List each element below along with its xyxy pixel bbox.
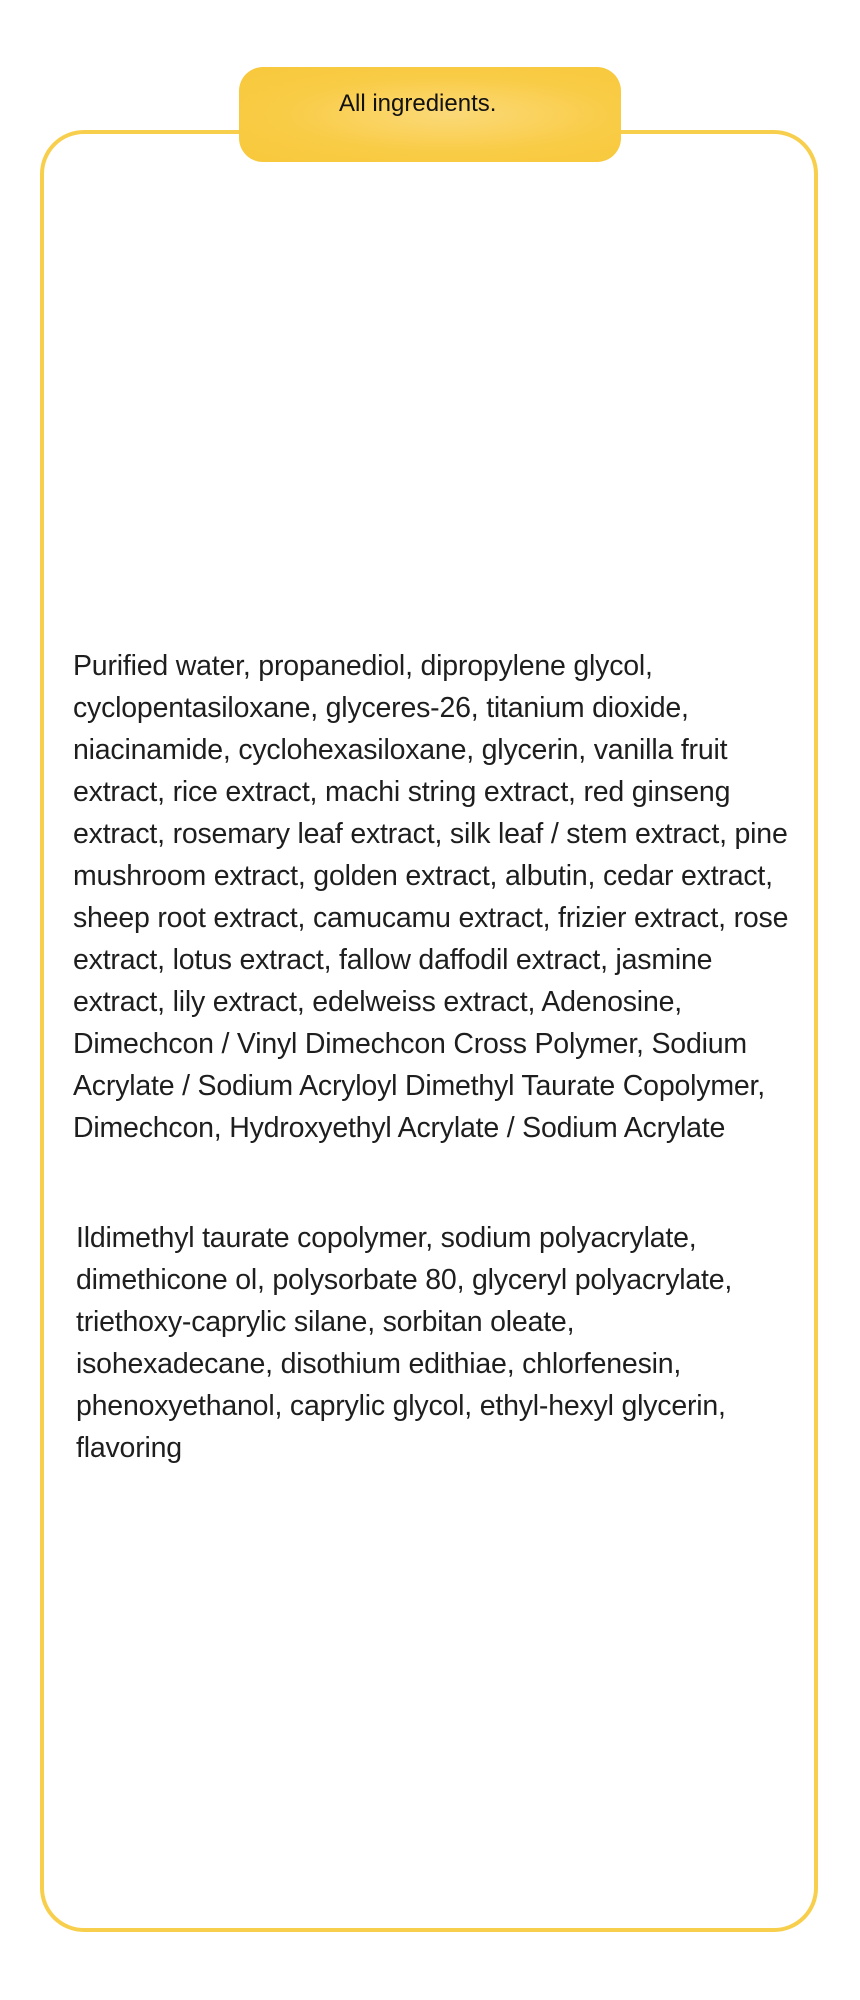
header-title: All ingredients.	[339, 90, 497, 117]
ingredients-paragraph-1: Purified water, propanediol, dipropylene glycol, cyclopentasiloxane, glyceres-26, titanium dioxide, niacinamide, cyclohexasiloxane, glycerin, vanilla fruit extract, rice extract, machi string extract, red ginseng extract, rosemary leaf extract, silk leaf / stem extract, pine mushroom extract, golden extract, albutin, cedar extract, sheep root extract, camucamu extract, frizier extract, rose extract, lotus extract, fallow daffodil extract, jasmine extract, lily extract, edelweiss extract, Adenosine, Dimechcon / Vinyl Dimechcon Cross Polymer, Sodium Acrylate / Sodium Acryloyl Dimethyl Taurate Copolymer, Dimechcon, Hydroxyethyl Acrylate / Sodium Acrylate	[73, 650, 789, 1144]
ingredients-paragraph-2: Ildimethyl taurate copolymer, sodium polyacrylate, dimethicone ol, polysorbate 80, glyceryl polyacrylate, triethoxy-caprylic silane, sorbitan oleate, isohexadecane, disothium edithiae, chlorfenesin, phenoxyethanol, caprylic glycol, ethyl-hexyl glycerin, flavoring	[76, 1222, 733, 1464]
